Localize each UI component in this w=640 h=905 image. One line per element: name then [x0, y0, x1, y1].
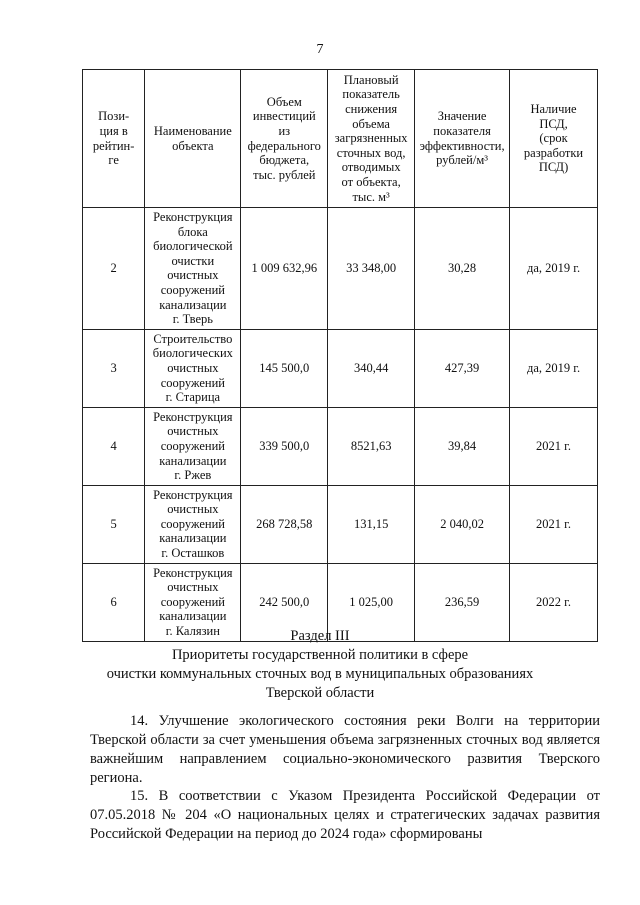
section-title-line: Приоритеты государственной политики в сфере [171, 647, 469, 663]
cell-object-name: Реконструкция блока биологической очистки очистных сооружений канализации г. Тверь [145, 208, 241, 330]
table-row [83, 329, 598, 407]
cell-object-name: Строительство биологических очистных сооружений г. Старица [145, 329, 241, 407]
cell-object-name: Реконструкция очистных сооружений канализации г. Ржев [145, 407, 241, 485]
cell-reduction: 1 025,00 [328, 563, 415, 641]
cell-efficiency: 236,59 [415, 563, 510, 641]
cell-reduction: 8521,63 [328, 407, 415, 485]
table-row [83, 407, 598, 485]
cell-investment: 339 500,0 [241, 407, 328, 485]
cell-position: 4 [83, 407, 145, 485]
paragraph-15: 15. В соответствии с Указом Президента Российской Федерации от 07.05.2018 № 204 «О национальных целях и стратегических задачах развития Российской Федерации на период до 2024 года» сформированы [90, 788, 600, 842]
cell-object-name: Реконструкция очистных сооружений канализации г. Осташков [145, 485, 241, 563]
section-number: Раздел III [290, 628, 350, 644]
section-heading-block [0, 627, 640, 703]
cell-reduction: 340,44 [328, 329, 415, 407]
cell-position: 3 [83, 329, 145, 407]
cell-investment: 242 500,0 [241, 563, 328, 641]
cell-psd: 2021 г. [510, 485, 598, 563]
cell-position: 6 [83, 563, 145, 641]
cell-position: 2 [83, 208, 145, 330]
header-efficiency: Значение показателя эффективности, рублей/м³ [415, 70, 510, 208]
section-title-line: Тверской области [265, 685, 375, 701]
cell-psd: да, 2019 г. [510, 329, 598, 407]
header-reduction: Плановый показатель снижения объема загрязненных сточных вод, отводимых от объекта, тыс. м³ [328, 70, 415, 208]
header-psd: Наличие ПСД, (срок разработки ПСД) [510, 70, 598, 208]
cell-reduction: 131,15 [328, 485, 415, 563]
paragraph-14: 14. Улучшение экологического состояния реки Волги на территории Тверской области за счет уменьшения объема загрязненных сточных вод является важнейшим направлением социально-экономического развития Тверского региона. [90, 713, 600, 786]
cell-reduction: 33 348,00 [328, 208, 415, 330]
header-investment: Объем инвестиций из федерального бюджета, тыс. рублей [241, 70, 328, 208]
cell-efficiency: 427,39 [415, 329, 510, 407]
cell-psd: 2021 г. [510, 407, 598, 485]
table-row [83, 208, 598, 330]
table-header-row [83, 70, 598, 208]
cell-efficiency: 39,84 [415, 407, 510, 485]
cell-position: 5 [83, 485, 145, 563]
rating-table [82, 69, 598, 642]
cell-object-name: Реконструкция очистных сооружений канализации г. Калязин [145, 563, 241, 641]
cell-investment: 268 728,58 [241, 485, 328, 563]
cell-efficiency: 2 040,02 [415, 485, 510, 563]
cell-psd: 2022 г. [510, 563, 598, 641]
page-number: 7 [316, 42, 324, 57]
cell-investment: 145 500,0 [241, 329, 328, 407]
cell-psd: да, 2019 г. [510, 208, 598, 330]
header-position: Пози- ция в рейтин- ге [83, 70, 145, 208]
cell-investment: 1 009 632,96 [241, 208, 328, 330]
cell-efficiency: 30,28 [415, 208, 510, 330]
section-title-line: очистки коммунальных сточных вод в муниципальных образованиях [106, 666, 534, 682]
header-object-name: Наименование объекта [145, 70, 241, 208]
table-row [83, 485, 598, 563]
